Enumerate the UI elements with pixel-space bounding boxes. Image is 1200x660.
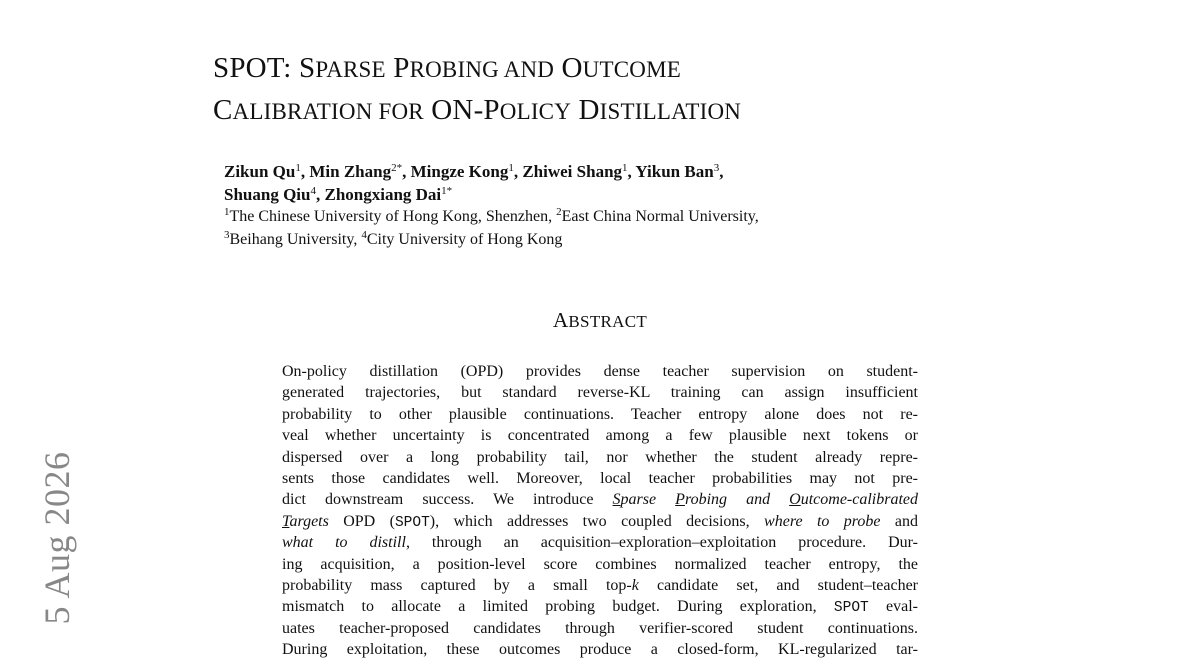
affiliation: $^4$City University of Hong Kong [361, 229, 563, 248]
author: Min Zhang$^{2*}$, [309, 162, 411, 181]
affiliation: $^1$The Chinese University of Hong Kong, Shenzhen, [224, 206, 557, 225]
abstract-line: dispersed over a long probability tail, nor whether the student already repre- [282, 448, 918, 466]
title-line-1: SPOT: SPARSE PROBING AND OUTCOME [213, 52, 681, 84]
abstract-line: probability to other plausible continuations. Teacher entropy alone does not re- [282, 405, 918, 423]
abstract-line: uates teacher-proposed candidates through verifier-scored student continuations. [282, 619, 918, 637]
abstract-line: sents those candidates well. Moreover, local teacher probabilities may not pre- [282, 469, 918, 487]
abstract-text [282, 361, 918, 660]
abstract-line: dict downstream success. We introduce Sparse Probing and Outcome-calibrated [282, 491, 919, 509]
author: Mingze Kong$^1$, [410, 162, 523, 181]
affiliation-list [224, 205, 944, 251]
title-line-2: CALIBRATION FOR ON-POLICY DISTILLATION [213, 94, 742, 126]
author: Zhongxiang Dai$^{1*}$ [324, 185, 453, 204]
author: Yikun Ban$^3$, [635, 162, 724, 181]
paper-title [213, 48, 973, 132]
abstract-line: mismatch to allocate a limited probing budget. During exploration, SPOT eval- [282, 598, 918, 617]
affiliation: $^2$East China Normal University, [556, 206, 759, 225]
spot-acronym: SPOT [833, 600, 869, 617]
author: Shuang Qiu$^4$, [224, 185, 325, 204]
arxiv-date-stamp: 5 Aug 2026 [37, 451, 77, 625]
spot-acronym: SPOT [394, 514, 430, 531]
abstract-line: ing acquisition, a position-level score combines normalized teacher entropy, the [282, 555, 918, 573]
author: Zikun Qu$^1$, [224, 162, 310, 181]
author-list [224, 160, 924, 206]
abstract-line: probability mass captured by a small top-k candidate set, and student–teacher [282, 576, 918, 594]
abstract-line: veal whether uncertainty is concentrated among a few plausible next tokens or [282, 427, 918, 445]
abstract-heading: ABSTRACT [552, 308, 648, 332]
affiliation: $^3$Beihang University, [224, 229, 362, 248]
abstract-line: Targets OPD (SPOT), which addresses two coupled decisions, where to probe and [282, 512, 919, 531]
abstract-line: On-policy distillation (OPD) provides dense teacher supervision on student- [282, 363, 918, 380]
abstract-line: During exploitation, these outcomes produce a closed-form, KL-regularized tar- [282, 641, 918, 659]
author: Zhiwei Shang$^1$, [522, 162, 636, 181]
abstract-line: generated trajectories, but standard reverse-KL training can assign insufficient [282, 384, 918, 402]
abstract-line: what to distill, through an acquisition–exploration–exploitation procedure. Dur- [282, 534, 919, 552]
